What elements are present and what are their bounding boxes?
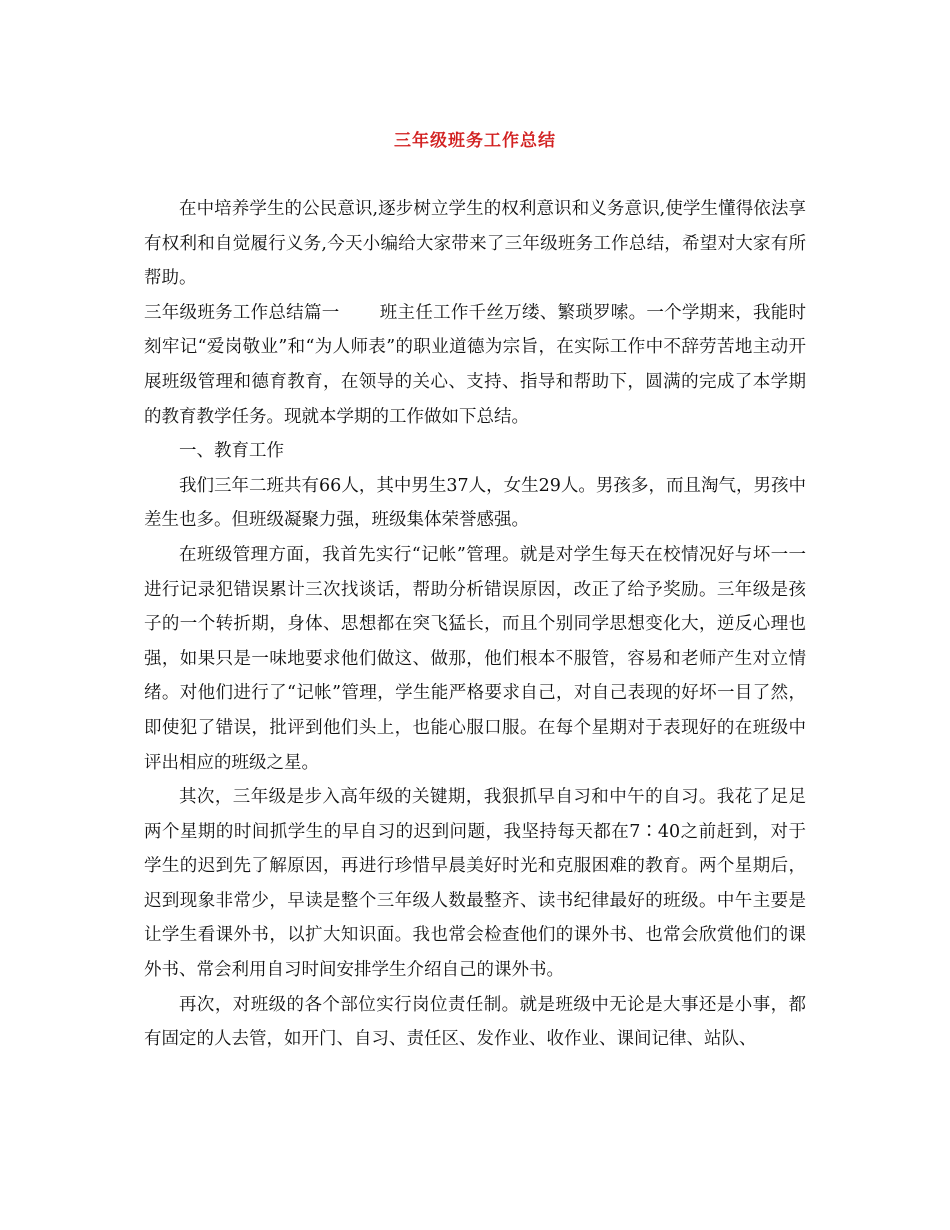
section-label: 三年级班务工作总结篇一 — [144, 302, 340, 323]
paragraph-class-overview: 我们三年二班共有66人，其中男生37人，女生29人。男孩多，而且淘气，男孩中差生也多。但班级凝聚力强，班级集体荣誉感强。 — [144, 475, 806, 531]
heading-education: 一、教育工作 — [179, 441, 284, 462]
paragraph-class-management: 在班级管理方面，我首先实行“记帐”管理。就是对学生每天在校情况好与坏一一进行记录犯错误累计三次找谈话，帮助分析错误原因，改正了给予奖励。三年级是孩子的一个转折期，身体、思想都在突飞猛长，而且个别同学思想变化大，逆反心理也强，如果只是一味地要求他们做这、做那，他们根本不服管，容易和老师产生对立情绪。对他们进行了“记帐”管理，学生能严格要求自己，对自己表现的好坏一目了然，即使犯了错误，批评到他们头上，也能心服口服。在每个星期对于表现好的在班级中评出相应的班级之星。 — [144, 544, 806, 773]
document-body — [144, 192, 806, 1057]
intro-paragraph: 在中培养学生的公民意识,逐步树立学生的权利意识和义务意识,使学生懂得依法享有权利和自觉履行义务,今天小编给大家带来了三年级班务工作总结，希望对大家有所帮助。 — [144, 199, 806, 289]
paragraph-self-study: 其次，三年级是步入高年级的关键期，我狠抓早自习和中午的自习。我花了足足两个星期的时间抓学生的早自习的迟到问题，我坚持每天都在7∶40之前赶到，对于学生的迟到先了解原因，再进行珍惜早晨美好时光和克服困难的教育。两个星期后，迟到现象非常少，早读是整个三年级人数最整齐、读书纪律最好的班级。中午主要是让学生看课外书，以扩大知识面。我也常会检查他们的课外书、也常会欣赏他们的课外书、常会利用自习时间安排学生介绍自己的课外书。 — [144, 787, 806, 981]
paragraph-responsibility: 再次，对班级的各个部位实行岗位责任制。就是班级中无论是大事还是小事，都有固定的人去管，如开门、自习、责任区、发作业、收作业、课间记律、站队、 — [144, 994, 806, 1050]
document-title: 三年级班务工作总结 — [394, 131, 556, 151]
section-text: 班主任工作千丝万缕、繁琐罗嗦。一个学期来，我能时刻牢记“爱岗敬业”和“为人师表”的职业道德为宗旨，在实际工作中不辞劳苦地主动开展班级管理和德育教育，在领导的关心、支持、指导和帮助下，圆满的完成了本学期的教育教学任务。现就本学期的工作做如下总结。 — [144, 302, 807, 427]
section-paragraph — [144, 296, 806, 434]
